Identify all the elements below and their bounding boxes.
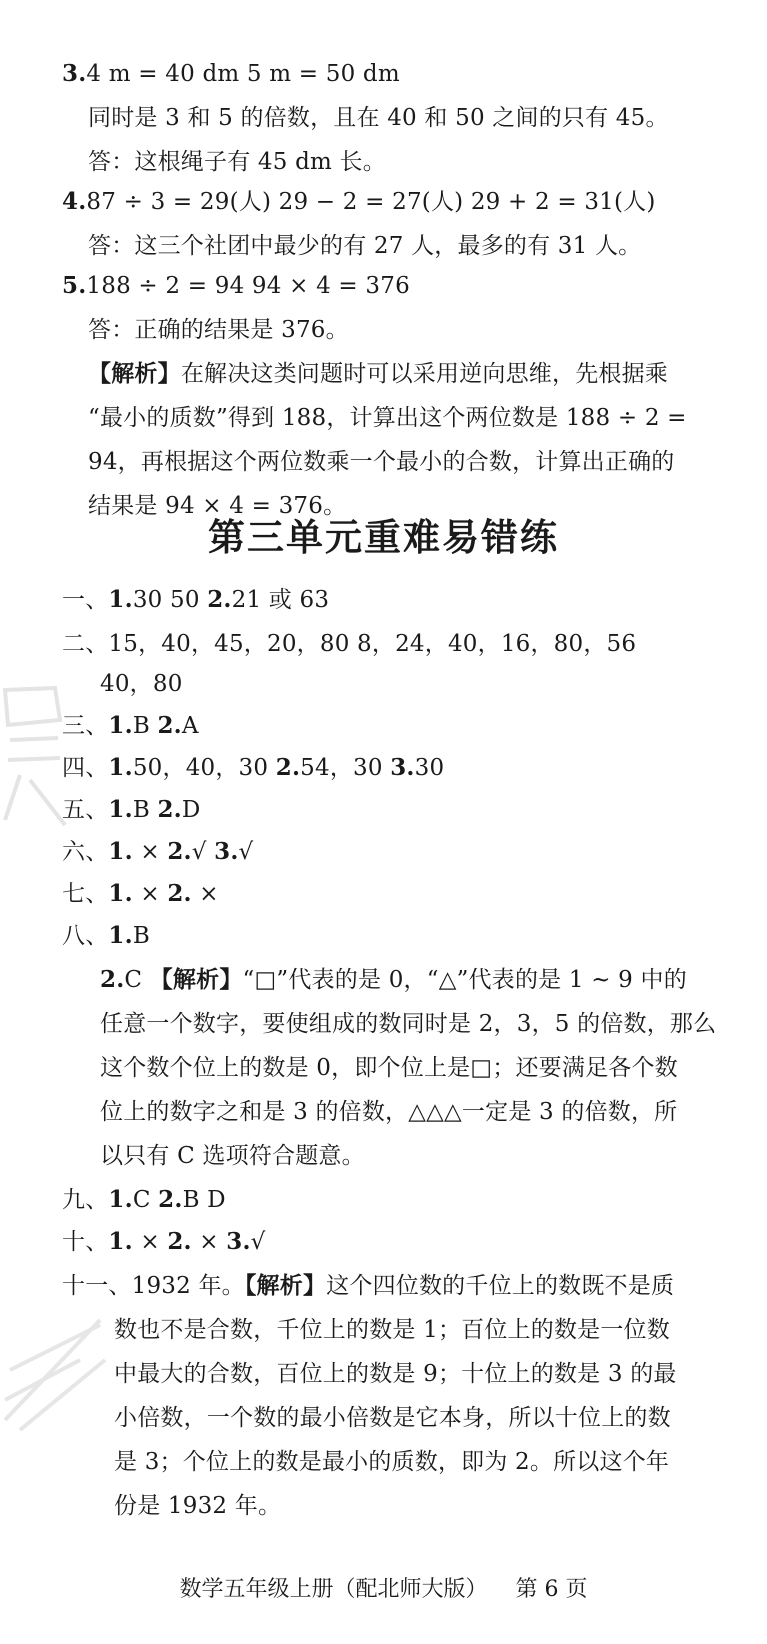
q4-calc: 87 ÷ 3 = 29(人) 29 − 2 = 27(人) 29 + 2 = 31(人) xyxy=(86,189,656,215)
item-number: 1. xyxy=(108,796,133,823)
section-3-label: 三、 xyxy=(62,713,109,739)
watermark-mark-upper xyxy=(0,680,70,830)
section-11-analysis-line-4: 小倍数，一个数的最小倍数是它本身，所以十位上的数 xyxy=(114,1405,671,1431)
item-value: 30 50 xyxy=(132,587,208,613)
q3-answer: 答：这根绳子有 45 dm 长。 xyxy=(88,149,386,175)
answer-section-1 xyxy=(62,584,329,616)
q5-answer: 答：正确的结果是 376。 xyxy=(88,317,349,343)
item-number: 1. xyxy=(108,880,133,907)
item-value: √ xyxy=(191,839,215,865)
answer-section-4 xyxy=(62,752,444,784)
answer-section-2-cont: 40，80 xyxy=(100,671,183,697)
item-value: B xyxy=(132,713,158,739)
item-value: 54，30 xyxy=(300,755,391,781)
item-value: × xyxy=(191,881,219,907)
q5-analysis-line-3: 94，再根据这个两位数乘一个最小的合数，计算出正确的 xyxy=(88,449,675,475)
item-number: 1. xyxy=(108,586,133,613)
answer-section-5 xyxy=(62,794,201,826)
section-6-label: 六、 xyxy=(62,839,109,865)
footer-book-title: 数学五年级上册（配北师大版） xyxy=(179,1577,488,1602)
item-number: 2. xyxy=(167,1228,192,1255)
q5-analysis-line-2: “最小的质数”得到 188，计算出这个两位数是 188 ÷ 2 = xyxy=(88,405,687,431)
analysis-text: 这个四位数的千位上的数既不是质 xyxy=(326,1273,675,1299)
section-11-analysis-line-5: 是 3；个位上的数是最小的质数，即为 2。所以这个年 xyxy=(114,1449,670,1475)
item-number: 2. xyxy=(167,838,192,865)
item-number: 1. xyxy=(108,754,133,781)
section-11-analysis-line-6: 份是 1932 年。 xyxy=(114,1493,282,1519)
section-title: 第三单元重难易错练 xyxy=(208,516,559,559)
q4-answer: 答：这三个社团中最少的有 27 人，最多的有 31 人。 xyxy=(88,233,642,259)
item-value: 1932 年。 xyxy=(131,1273,245,1299)
section-9-label: 九、 xyxy=(62,1187,109,1213)
answer-section-3 xyxy=(62,710,199,742)
q3-reason: 同时是 3 和 5 的倍数，且在 40 和 50 之间的只有 45。 xyxy=(88,105,669,131)
q3-number: 3. xyxy=(62,60,87,87)
answer-section-10 xyxy=(62,1226,266,1258)
item-number: 2. xyxy=(207,586,232,613)
q3-calc-line xyxy=(62,58,400,90)
q5-calc: 188 ÷ 2 = 94 94 × 4 = 376 xyxy=(86,273,410,299)
section-8-label: 八、 xyxy=(62,923,109,949)
item-value: 30 xyxy=(414,755,445,781)
q5-analysis-tag: 【解析】 xyxy=(88,360,181,387)
q4-number: 4. xyxy=(62,188,87,215)
item-number: 1. xyxy=(108,838,133,865)
item-value: D xyxy=(181,797,201,823)
answer-section-11 xyxy=(62,1270,674,1302)
item-value: C xyxy=(132,1187,159,1213)
item-number: 3. xyxy=(390,754,415,781)
q3-calc: 4 m = 40 dm 5 m = 50 dm xyxy=(86,61,400,87)
section-11-analysis-line-3: 中最大的合数，百位上的数是 9；十位上的数是 3 的最 xyxy=(114,1361,677,1387)
item-value: × xyxy=(132,881,168,907)
item-value: C xyxy=(124,967,150,993)
section-7-label: 七、 xyxy=(62,881,109,907)
item-number: 1. xyxy=(108,1228,133,1255)
item-number: 2. xyxy=(275,754,301,781)
q5-analysis-line-1 xyxy=(88,358,668,390)
section-11-label: 十一、 xyxy=(62,1273,132,1299)
section-11-analysis-line-2: 数也不是合数，千位上的数是 1；百位上的数是一位数 xyxy=(114,1317,670,1343)
answer-section-7 xyxy=(62,878,219,910)
q5-analysis-line-4: 结果是 94 × 4 = 376。 xyxy=(88,493,347,519)
item-value: 15，40，45，20，80 8，24，40，16，80，56 xyxy=(108,631,637,657)
q5-number: 5. xyxy=(62,272,87,299)
item-value: 21 或 63 xyxy=(231,587,330,613)
item-value: A xyxy=(181,713,199,739)
item-value: B D xyxy=(182,1187,226,1213)
section-8-analysis-line-2: 任意一个数字，要使组成的数同时是 2，3，5 的倍数，那么 xyxy=(100,1011,717,1037)
item-value: × xyxy=(132,1229,168,1255)
section-5-label: 五、 xyxy=(62,797,109,823)
item-value: B xyxy=(132,923,150,949)
section-8-analysis-line-3: 这个数个位上的数是 0，即个位上是□；还要满足各个数 xyxy=(100,1055,678,1081)
item-number: 1. xyxy=(108,712,133,739)
section-8-analysis-line-5: 以只有 C 选项符合题意。 xyxy=(100,1143,365,1169)
analysis-tag: 【解析】 xyxy=(149,966,243,993)
item-number: 1. xyxy=(108,922,133,949)
item-number: 3. xyxy=(214,838,239,865)
answer-section-6 xyxy=(62,836,253,868)
section-4-label: 四、 xyxy=(62,755,109,781)
item-number: 3. xyxy=(226,1228,251,1255)
item-number: 2. xyxy=(158,1186,183,1213)
analysis-text: “□”代表的是 0，“△”代表的是 1 ~ 9 中的 xyxy=(242,967,687,993)
item-value: B xyxy=(132,797,158,823)
section-1-label: 一、 xyxy=(62,587,109,613)
item-number: 2. xyxy=(157,712,182,739)
item-value: × xyxy=(191,1229,227,1255)
q5-calc-line xyxy=(62,270,410,302)
section-10-label: 十、 xyxy=(62,1229,109,1255)
q4-calc-line xyxy=(62,186,656,218)
item-number: 1. xyxy=(108,1186,133,1213)
answer-section-8-item-2 xyxy=(100,964,687,996)
q5-analysis-text-1: 在解决这类问题时可以采用逆向思维，先根据乘 xyxy=(180,361,669,387)
item-value: × xyxy=(132,839,168,865)
answer-section-9 xyxy=(62,1184,226,1216)
section-2-label: 二、 xyxy=(62,631,109,657)
item-value: √ xyxy=(250,1229,266,1255)
item-value: 50，40，30 xyxy=(132,755,276,781)
section-8-analysis-line-4: 位上的数字之和是 3 的倍数，△△△一定是 3 的倍数，所 xyxy=(100,1099,678,1125)
watermark-mark-lower xyxy=(0,1300,110,1440)
item-number: 2. xyxy=(100,966,125,993)
analysis-tag: 【解析】 xyxy=(244,1272,327,1299)
page-footer xyxy=(0,1575,767,1605)
answer-section-2 xyxy=(62,628,636,660)
footer-page-number: 第 6 页 xyxy=(515,1577,588,1602)
answer-section-8 xyxy=(62,920,150,952)
item-number: 2. xyxy=(167,880,192,907)
item-number: 2. xyxy=(157,796,182,823)
item-value: √ xyxy=(238,839,254,865)
